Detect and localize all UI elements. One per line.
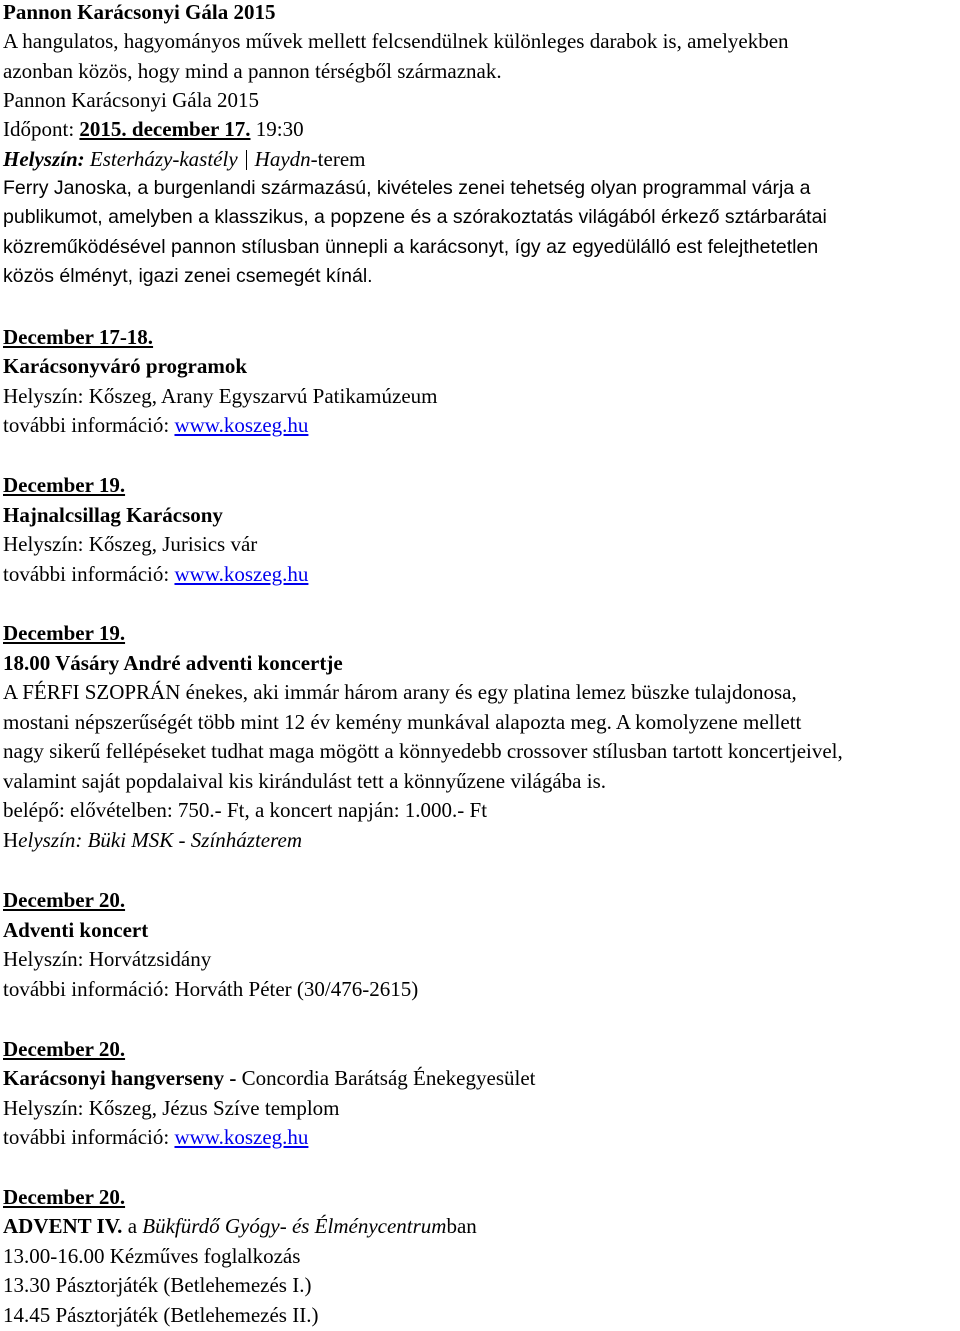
- event-2-info-label: további információ:: [3, 562, 175, 586]
- event-2-info: [3, 562, 308, 586]
- event-3-price: belépő: elővételben: 750.- Ft, a koncert napján: 1.000.- Ft: [3, 798, 488, 822]
- event-2-title: Hajnalcsillag Karácsony: [3, 503, 223, 527]
- event-6-title-bold: ADVENT IV.: [3, 1214, 123, 1238]
- gala-title: Pannon Karácsonyi Gála 2015: [3, 0, 276, 24]
- event-3-venue-rest: elyszín: Büki MSK - Színházterem: [18, 828, 303, 852]
- event-3-title: 18.00 Vásáry André adventi koncertje: [3, 651, 343, 675]
- event-1-info-label: további információ:: [3, 413, 175, 437]
- event-3-desc-line-1: A FÉRFI SZOPRÁN énekes, aki immár három arany és egy platina lemez büszke tulajdonosa,: [3, 680, 797, 704]
- event-5-info: [3, 1125, 308, 1149]
- gala-time: [3, 117, 304, 141]
- event-4-info: további információ: Horváth Péter (30/476-2615): [3, 977, 419, 1001]
- event-6-item-1: 13.00-16.00 Kézműves foglalkozás: [3, 1244, 301, 1268]
- gala-time-hour: 19:30: [250, 117, 304, 141]
- venue-separator: [246, 150, 247, 170]
- event-3-venue-initial: H: [3, 828, 19, 852]
- event-3-desc-line-3: nagy sikerű fellépéseket tudhat maga mögött a könnyedebb crossover stílusban tartott koncertjeivel,: [3, 739, 843, 763]
- event-6-title-italic: Bükfürdő Gyógy- és Élménycentrum: [142, 1214, 447, 1238]
- gala-venue-hall-name: Haydn: [254, 147, 311, 171]
- gala-venue-hall-suffix: -terem: [310, 147, 366, 171]
- event-5-info-label: további információ:: [3, 1125, 175, 1149]
- event-6-title-end: ban: [446, 1214, 477, 1238]
- event-6-item-2: 13.30 Pásztorjáték (Betlehemezés I.): [3, 1273, 312, 1297]
- event-2-date: December 19.: [3, 473, 126, 497]
- event-3-venue: [3, 828, 302, 852]
- gala-venue: [3, 147, 365, 171]
- event-3-date: December 19.: [3, 621, 126, 645]
- event-4-date: December 20.: [3, 888, 126, 912]
- event-1-info: [3, 413, 308, 437]
- gala-repeat-title: Pannon Karácsonyi Gála 2015: [3, 88, 260, 112]
- event-5-date: December 20.: [3, 1037, 126, 1061]
- gala-venue-label: Helyszín:: [3, 147, 90, 171]
- event-6-item-3: 14.45 Pásztorjáték (Betlehemezés II.): [3, 1303, 319, 1327]
- event-1-venue: Helyszín: Kőszeg, Arany Egyszarvú Patikamúzeum: [3, 384, 438, 408]
- gala-venue-castle: Esterházy-kastély: [89, 147, 238, 171]
- gala-desc-line-2: publikumot, amelyben a klasszikus, a popzene és a szórakoztatás világából érkező sztárbarátai: [3, 206, 827, 228]
- gala-time-label: Időpont:: [3, 117, 80, 141]
- event-6-title-mid: a: [122, 1214, 143, 1238]
- event-5-title-rest: Concordia Barátság Énekegyesület: [241, 1066, 536, 1090]
- gala-time-date: 2015. december 17.: [79, 117, 251, 141]
- event-3-desc-line-2: mostani népszerűségét több mint 12 év kemény munkával alapozta meg. A komolyzene mellett: [3, 710, 802, 734]
- gala-desc-line-3: közreműködésével pannon stílusban ünnepli a karácsonyt, így az egyedülálló est felejthetetlen: [3, 236, 819, 258]
- event-2-info-link[interactable]: www.koszeg.hu: [174, 562, 309, 586]
- event-1-info-link[interactable]: www.koszeg.hu: [174, 413, 309, 437]
- event-6-title: [3, 1214, 477, 1238]
- gala-desc-line-4: közös élményt, igazi zenei csemegét kínál.: [3, 265, 373, 287]
- event-3-desc-line-4: valamint saját popdalaival kis kirándulást tett a könnyűzene világába is.: [3, 769, 606, 793]
- event-6-date: December 20.: [3, 1185, 126, 1209]
- gala-intro-line-1: A hangulatos, hagyományos művek mellett felcsendülnek különleges darabok is, amelyekben: [3, 29, 789, 53]
- gala-desc-line-1: Ferry Janoska, a burgenlandi származású, kivételes zenei tehetség olyan programmal várja a: [3, 177, 811, 199]
- event-1-date: December 17-18.: [3, 325, 154, 349]
- gala-intro-line-2: azonban közös, hogy mind a pannon térségből származnak.: [3, 59, 502, 83]
- event-5-title: [3, 1066, 535, 1090]
- event-5-venue: Helyszín: Kőszeg, Jézus Szíve templom: [3, 1096, 340, 1120]
- event-5-info-link[interactable]: www.koszeg.hu: [174, 1125, 309, 1149]
- event-4-title: Adventi koncert: [3, 918, 149, 942]
- event-4-venue: Helyszín: Horvátzsidány: [3, 947, 212, 971]
- event-5-title-bold: Karácsonyi hangverseny -: [3, 1066, 242, 1090]
- event-2-venue: Helyszín: Kőszeg, Jurisics vár: [3, 532, 258, 556]
- event-1-title: Karácsonyváró programok: [3, 354, 248, 378]
